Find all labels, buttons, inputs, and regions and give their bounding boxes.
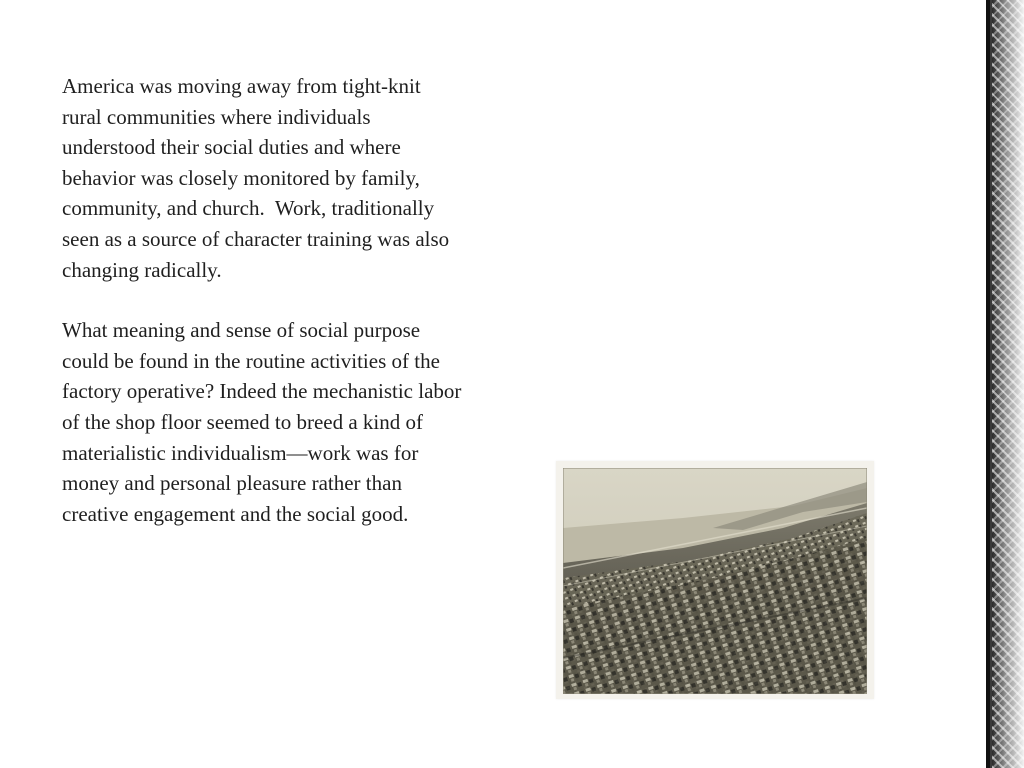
paragraph-2: What meaning and sense of social purpose could be found in the routine activities of the factory operative? Indeed the mechanistic labor of the shop floor seemed to breed a kind of materialistic individualism—work was for money and personal pleasure rather than creative engagement and the social good. xyxy=(62,318,467,526)
side-bar-mesh xyxy=(992,0,1024,768)
decorative-side-bar xyxy=(986,0,1024,768)
aerial-photo-frame xyxy=(556,461,874,699)
paragraph-1: America was moving away from tight-knit rural communities where individuals understood their social duties and where behavior was closely monitored by family, community, and church. Work, traditionally seen as a source of character training was also changing radically. xyxy=(62,74,455,282)
slide-text-body xyxy=(62,71,467,559)
aerial-photo-graphic xyxy=(563,468,867,694)
aerial-city-photo-icon xyxy=(563,468,867,694)
side-bar-edge xyxy=(986,0,990,768)
